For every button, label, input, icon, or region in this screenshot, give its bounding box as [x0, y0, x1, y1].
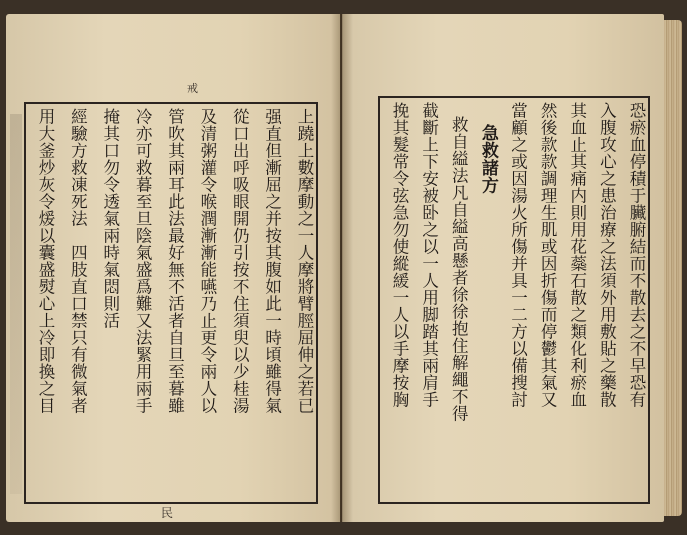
text-column: 救自縊法凡自縊高懸者徐徐抱住解繩不得 — [449, 116, 469, 422]
right-page — [342, 14, 664, 522]
leaf-marker-bottom: 民 — [161, 506, 174, 520]
text-column: 經驗方救凍死法 四肢直口禁只有微氣者 — [68, 108, 88, 414]
left-margin-strip — [10, 114, 22, 494]
page-edges — [662, 20, 682, 516]
book-gutter — [331, 14, 353, 522]
left-page — [6, 14, 340, 522]
text-column: 入腹攻心之患治療之法須外用敷貼之藥散 — [597, 102, 617, 408]
text-column: 冷亦可救暮至旦陰氣盛爲難又法緊用兩手 — [133, 108, 153, 414]
section-heading: 急救諸方 — [477, 124, 498, 194]
text-column: 管吹其兩耳此法最好無不活者自旦至暮雖 — [165, 108, 185, 414]
text-column: 然後款款調理生肌或因折傷而停鬱其氣又 — [538, 102, 558, 408]
right-text-columns — [382, 102, 644, 496]
text-column: 其血止其痛内則用花蘂石散之類化利瘀血 — [567, 102, 587, 408]
text-column: 截斷上下安被卧之以一人用脚踏其兩肩手 — [419, 102, 439, 408]
text-column: 從口出呼吸眼開仍引按不住須臾以少桂湯 — [230, 108, 250, 414]
leaf-marker-top: 戒 — [187, 82, 198, 95]
text-column: 强直但漸屈之并按其腹如此一時頃雖得氣 — [262, 108, 282, 414]
text-column: 掩其口勿令透氣兩時氣悶則活 — [100, 108, 120, 329]
text-column: 用大釜炒灰令煖以囊盛熨心上冷即換之目 — [36, 108, 55, 414]
text-column: 上蹺上數摩動之一人摩將臂脛屈伸之若已 — [295, 108, 314, 414]
left-text-columns — [28, 108, 312, 496]
text-column: 及清粥灌令喉潤漸漸能嚥乃止更令兩人以 — [197, 108, 217, 414]
text-column: 恐瘀血停積于臟腑結而不散去之不早恐有 — [627, 102, 646, 408]
text-column: 挽其髮常令弦急勿使縱緩一人以手摩按胸 — [390, 102, 409, 408]
open-book — [6, 4, 682, 532]
text-column: 當顧之或因湯火所傷并具一二方以備搜討 — [508, 102, 528, 408]
